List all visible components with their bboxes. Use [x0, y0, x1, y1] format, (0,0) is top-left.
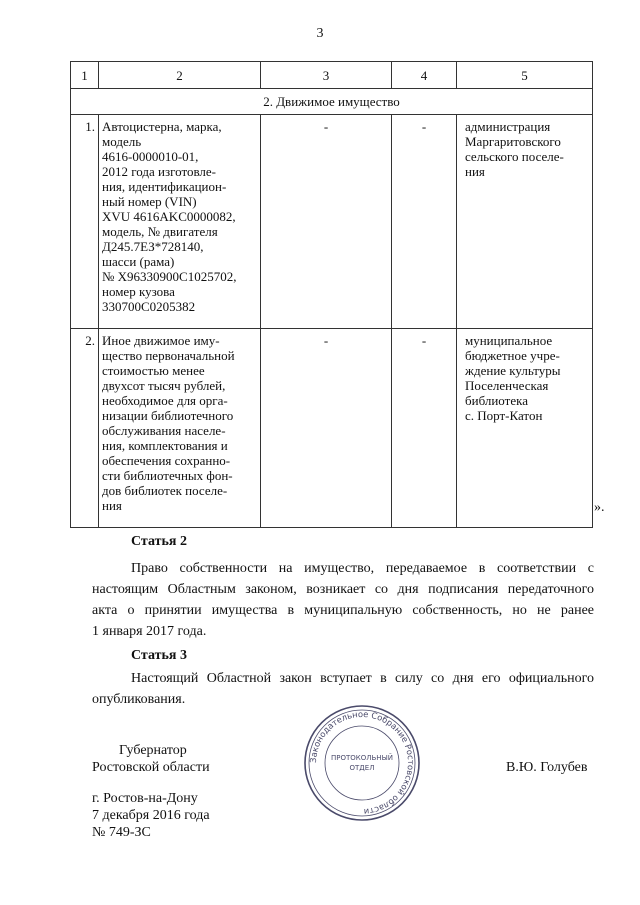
paragraph-line: акта о принятии имущества в муниципальную собственность, но не ранее	[92, 603, 594, 618]
article-2-title: Статья 2	[131, 534, 187, 549]
owner-line: бюджетное учре-	[465, 348, 560, 363]
col3-value: -	[261, 115, 392, 329]
property-name-line: 4616-0000010-01,	[102, 149, 199, 164]
property-name-line: сти библиотечных фон-	[102, 468, 233, 483]
property-name-line: ния, идентификацион-	[102, 179, 227, 194]
column-header: 4	[392, 62, 457, 89]
article-3-title: Статья 3	[131, 648, 187, 663]
column-header: 1	[71, 62, 99, 89]
stamp-center-line2: ОТДЕЛ	[349, 764, 375, 772]
property-name-line: 2012 года изготовле-	[102, 164, 217, 179]
property-name-line: XVU 4616AKC0000082,	[102, 209, 236, 224]
owner-cell	[457, 115, 593, 329]
paragraph-line: Право собственности на имущество, передаваемое в соответствии с	[131, 561, 594, 576]
property-name-cell	[99, 329, 261, 528]
table-row	[71, 329, 593, 528]
section-title: 2. Движимое имущество	[71, 89, 593, 115]
property-name-line: ный номер (VIN)	[102, 194, 197, 209]
owner-line: сельского поселе-	[465, 149, 564, 164]
signatory-position-line2: Ростовской области	[92, 760, 210, 775]
owner-line: ждение культуры	[465, 363, 561, 378]
column-header: 2	[99, 62, 261, 89]
owner-line: Поселенческая	[465, 378, 549, 393]
paragraph-line: 1 января 2017 года.	[92, 624, 207, 639]
owner-line: Маргаритовского	[465, 134, 561, 149]
owner-line: ния	[465, 164, 485, 179]
col3-value: -	[261, 329, 392, 528]
property-name-line: дов библиотек поселе-	[102, 483, 228, 498]
signing-city: г. Ростов-на-Дону	[92, 791, 198, 806]
col4-value: -	[392, 329, 457, 528]
property-name-line: низации библиотечного	[102, 408, 234, 423]
property-name-line: Иное движимое иму-	[102, 333, 220, 348]
property-name-line: Автоцистерна, марка,	[102, 119, 222, 134]
table-header-row	[71, 62, 593, 89]
property-name-line: стоимостью менее	[102, 363, 205, 378]
column-header: 5	[457, 62, 593, 89]
closing-quote: ».	[594, 500, 605, 515]
property-name-line: ния, комплектования и	[102, 438, 228, 453]
paragraph-line: настоящим Областным законом, возникает со дня подписания передаточного	[92, 582, 594, 597]
property-table	[70, 61, 593, 528]
signatory-name: В.Ю. Голубев	[506, 760, 588, 775]
property-name-line: обеспечения сохранно-	[102, 453, 231, 468]
property-name-line: Д245.7ЕЗ*728140,	[102, 239, 204, 254]
property-name-line: номер кузова	[102, 284, 175, 299]
property-name-line: шасси (рама)	[102, 254, 175, 269]
property-name-line: № X96330900C1025702,	[102, 269, 237, 284]
owner-line: муниципальное	[465, 333, 553, 348]
column-header: 3	[261, 62, 392, 89]
section-row	[71, 89, 593, 115]
stamp-center-ring	[325, 726, 399, 800]
col4-value: -	[392, 115, 457, 329]
property-name-line: 330700C0205382	[102, 299, 196, 314]
stamp-ring-text: Законодательное Собрание Ростовской области	[307, 708, 417, 818]
row-number: 1.	[71, 115, 99, 329]
property-name-line: обслуживания населе-	[102, 423, 226, 438]
owner-line: библиотека	[465, 393, 528, 408]
property-name-cell	[99, 115, 261, 329]
paragraph-line: опубликования.	[92, 692, 186, 707]
table-row	[71, 115, 593, 329]
page-number: 3	[316, 26, 324, 41]
official-stamp	[302, 703, 422, 823]
property-name-line: модель	[102, 134, 142, 149]
article-2-text	[92, 558, 594, 642]
signatory-position-line1: Губернатор	[119, 743, 187, 758]
stamp-outer-ring	[305, 706, 419, 820]
property-name-line: двухсот тысяч рублей,	[102, 378, 226, 393]
property-name-line: необходимое для орга-	[102, 393, 228, 408]
paragraph-line: Настоящий Областной закон вступает в силу со дня его официального	[131, 671, 594, 686]
property-name-line: ния	[102, 498, 122, 513]
stamp-center-line1: ПРОТОКОЛЬНЫЙ	[330, 754, 394, 762]
owner-line: администрация	[465, 119, 551, 134]
owner-line: с. Порт-Катон	[465, 408, 543, 423]
owner-cell	[457, 329, 593, 528]
property-name-line: модель, № двигателя	[102, 224, 218, 239]
property-name-line: щество первоначальной	[102, 348, 235, 363]
row-number: 2.	[71, 329, 99, 528]
law-number: № 749-ЗС	[92, 825, 151, 840]
signing-date: 7 декабря 2016 года	[92, 808, 210, 823]
